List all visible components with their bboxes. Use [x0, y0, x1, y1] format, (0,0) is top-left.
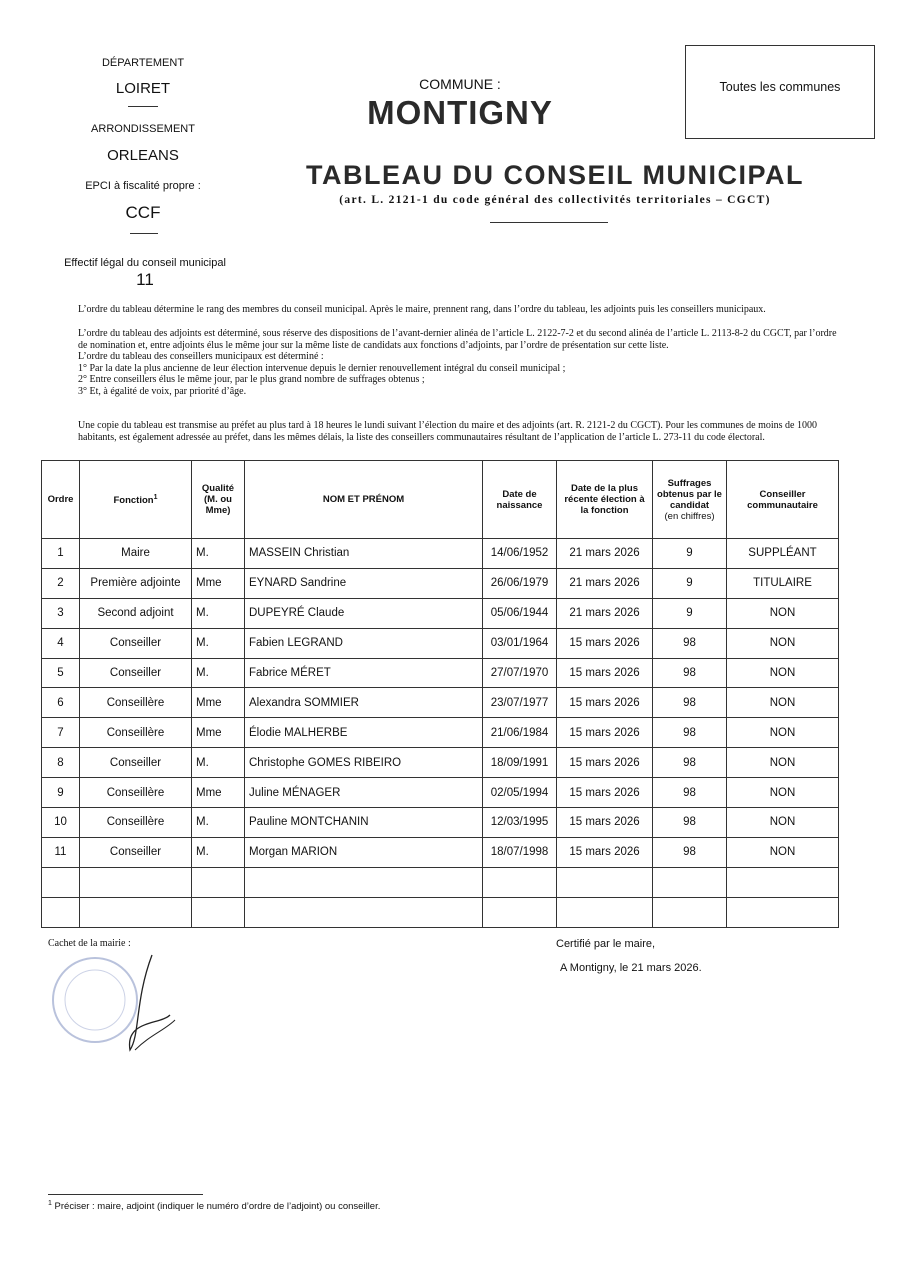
effectif-label: Effectif légal du conseil municipal	[64, 257, 226, 269]
cell-ordre	[42, 897, 80, 927]
scope-box	[685, 45, 875, 139]
cell-communautaire	[727, 867, 839, 897]
cell-qualite: M.	[192, 539, 245, 569]
cell-fonction: Conseiller	[80, 837, 192, 867]
cell-communautaire: NON	[727, 658, 839, 688]
table-row	[42, 837, 839, 867]
cell-communautaire: NON	[727, 778, 839, 808]
cell-communautaire: NON	[727, 808, 839, 838]
header-qualite: Qualité (M. ou Mme)	[192, 461, 245, 539]
cell-naissance: 12/03/1995	[483, 808, 557, 838]
table-row	[42, 688, 839, 718]
cell-suffrages: 98	[653, 718, 727, 748]
table-row	[42, 867, 839, 897]
cell-suffrages: 98	[653, 748, 727, 778]
cell-election: 15 mars 2026	[557, 837, 653, 867]
cell-naissance: 21/06/1984	[483, 718, 557, 748]
cell-fonction: Conseillère	[80, 688, 192, 718]
cell-communautaire: NON	[727, 718, 839, 748]
cell-election: 15 mars 2026	[557, 778, 653, 808]
cell-qualite	[192, 867, 245, 897]
cell-nom: Juline MÉNAGER	[245, 778, 483, 808]
header-nom: NOM ET PRÉNOM	[245, 461, 483, 539]
cell-qualite: M.	[192, 748, 245, 778]
footnote-divider	[48, 1194, 203, 1195]
cell-qualite: M.	[192, 658, 245, 688]
stamp-circle	[53, 958, 137, 1042]
cell-naissance: 26/06/1979	[483, 568, 557, 598]
departement-label: DÉPARTEMENT	[101, 57, 185, 69]
cell-ordre: 2	[42, 568, 80, 598]
paragraph-transmission: Une copie du tableau est transmise au préfet au plus tard à 18 heures le lundi suivant l’élection du maire et des adjoints (art. R. 2121-2 du CGCT). Pour les communes de moins de 1000 habitants, est également adressée au préfet, dans les mêmes délais, la liste des conseillers communautaires résultant de l’application de l’article L. 273-11 du code électoral.	[78, 420, 817, 443]
cell-suffrages: 98	[653, 658, 727, 688]
cell-nom: Élodie MALHERBE	[245, 718, 483, 748]
table-row	[42, 658, 839, 688]
cell-naissance: 14/06/1952	[483, 539, 557, 569]
cell-suffrages: 98	[653, 778, 727, 808]
cachet-label: Cachet de la mairie :	[48, 938, 131, 949]
cell-ordre: 6	[42, 688, 80, 718]
cell-nom	[245, 867, 483, 897]
cell-communautaire: SUPPLÉANT	[727, 539, 839, 569]
cell-fonction: Première adjointe	[80, 568, 192, 598]
arrondissement-value: ORLEANS	[107, 147, 179, 164]
cell-naissance: 18/07/1998	[483, 837, 557, 867]
header-election: Date de la plus récente élection à la fonction	[557, 461, 653, 539]
cell-election: 15 mars 2026	[557, 688, 653, 718]
cell-nom: EYNARD Sandrine	[245, 568, 483, 598]
cell-ordre: 7	[42, 718, 80, 748]
cell-communautaire: NON	[727, 748, 839, 778]
header-suffrages: Suffrages obtenus par le candidat (en chiffres)	[653, 461, 727, 539]
cell-suffrages: 98	[653, 628, 727, 658]
cell-election: 21 mars 2026	[557, 568, 653, 598]
table-row	[42, 539, 839, 569]
cell-fonction: Conseillère	[80, 808, 192, 838]
mairie-stamp-signature	[40, 940, 200, 1060]
cell-suffrages: 9	[653, 598, 727, 628]
cell-ordre: 9	[42, 778, 80, 808]
cell-naissance: 02/05/1994	[483, 778, 557, 808]
table-row	[42, 897, 839, 927]
council-table	[41, 460, 839, 928]
cell-ordre	[42, 867, 80, 897]
cell-suffrages: 98	[653, 688, 727, 718]
cell-ordre: 8	[42, 748, 80, 778]
page-subtitle: (art. L. 2121-1 du code général des collectivités territoriales – CGCT)	[339, 194, 771, 206]
divider	[128, 106, 158, 107]
cell-election: 15 mars 2026	[557, 808, 653, 838]
footnote: $^1$ Préciser : maire, adjoint (indiquer le numéro d’ordre de l’adjoint) ou conseiller.	[48, 1200, 381, 1213]
header-communautaire: Conseiller communautaire	[727, 461, 839, 539]
cell-nom: Pauline MONTCHANIN	[245, 808, 483, 838]
cell-nom: Fabien LEGRAND	[245, 628, 483, 658]
arrondissement-label: ARRONDISSEMENT	[91, 123, 195, 135]
cell-suffrages	[653, 897, 727, 927]
cell-election: 21 mars 2026	[557, 539, 653, 569]
divider	[490, 222, 608, 223]
cell-naissance	[483, 867, 557, 897]
cell-fonction: Conseiller	[80, 628, 192, 658]
cell-communautaire: NON	[727, 837, 839, 867]
cell-fonction: Second adjoint	[80, 598, 192, 628]
cell-ordre: 3	[42, 598, 80, 628]
cell-communautaire: NON	[727, 688, 839, 718]
effectif-value: 11	[136, 270, 154, 289]
signature-stroke	[135, 1020, 175, 1050]
table-row	[42, 808, 839, 838]
paragraph-rang: L’ordre du tableau détermine le rang des membres du conseil municipal. Après le maire, prennent rang, dans l’ordre du tableau, les adjoints puis les conseillers municipaux.	[78, 304, 766, 315]
cell-suffrages: 98	[653, 837, 727, 867]
cell-communautaire: NON	[727, 628, 839, 658]
cell-ordre: 1	[42, 539, 80, 569]
epci-value: CCF	[125, 203, 161, 222]
cell-qualite: Mme	[192, 778, 245, 808]
cell-election: 15 mars 2026	[557, 658, 653, 688]
cell-nom: Fabrice MÉRET	[245, 658, 483, 688]
cell-ordre: 5	[42, 658, 80, 688]
commune-label: COMMUNE :	[419, 76, 501, 92]
cell-election: 15 mars 2026	[557, 748, 653, 778]
cell-election	[557, 867, 653, 897]
table-row	[42, 598, 839, 628]
signature-stroke	[130, 955, 170, 1050]
stamp-inner-circle	[65, 970, 125, 1030]
cell-communautaire: NON	[727, 598, 839, 628]
cell-election	[557, 897, 653, 927]
cell-suffrages: 9	[653, 539, 727, 569]
header-ordre: Ordre	[42, 461, 80, 539]
certifie-text: Certifié par le maire,	[556, 938, 656, 950]
cell-suffrages	[653, 867, 727, 897]
cell-communautaire	[727, 897, 839, 927]
commune-name: MONTIGNY	[367, 94, 553, 131]
cell-qualite: M.	[192, 598, 245, 628]
cell-nom	[245, 897, 483, 927]
cell-qualite	[192, 897, 245, 927]
cell-nom: Christophe GOMES RIBEIRO	[245, 748, 483, 778]
cell-fonction: Conseillère	[80, 778, 192, 808]
table-row	[42, 718, 839, 748]
cell-nom: DUPEYRÉ Claude	[245, 598, 483, 628]
cell-naissance: 05/06/1944	[483, 598, 557, 628]
table-row	[42, 748, 839, 778]
cell-qualite: Mme	[192, 688, 245, 718]
cell-fonction: Conseiller	[80, 658, 192, 688]
cell-naissance: 27/07/1970	[483, 658, 557, 688]
table-row	[42, 568, 839, 598]
cell-qualite: M.	[192, 837, 245, 867]
cell-qualite: Mme	[192, 718, 245, 748]
epci-label: EPCI à fiscalité propre :	[85, 180, 201, 192]
cell-suffrages: 9	[653, 568, 727, 598]
cell-fonction: Conseillère	[80, 718, 192, 748]
cell-ordre: 10	[42, 808, 80, 838]
cell-election: 21 mars 2026	[557, 598, 653, 628]
cell-qualite: M.	[192, 808, 245, 838]
header-fonction: Fonction$^1$	[80, 461, 192, 539]
cell-naissance: 18/09/1991	[483, 748, 557, 778]
divider	[130, 233, 158, 234]
table-header-row	[42, 461, 839, 539]
cell-qualite: M.	[192, 628, 245, 658]
scope-text: Toutes les communes	[719, 80, 841, 94]
page-title: TABLEAU DU CONSEIL MUNICIPAL	[306, 160, 804, 190]
cell-fonction: Conseiller	[80, 748, 192, 778]
cell-naissance: 03/01/1964	[483, 628, 557, 658]
cell-fonction	[80, 897, 192, 927]
table-row	[42, 628, 839, 658]
lieu-date-text: A Montigny, le 21 mars 2026.	[560, 962, 702, 974]
cell-nom: MASSEIN Christian	[245, 539, 483, 569]
header-naissance: Date de naissance	[483, 461, 557, 539]
paragraph-adjoints: L’ordre du tableau des adjoints est déterminé, sous réserve des dispositions de l’avant-dernier alinéa de l’article L. 2122-7-2 et du second alinéa de l’article L. 2113-8-2 du CGCT, par l’ordre de nomination et, entre adjoints élus le même jour sur la même liste de candidats aux fonctions d’adjoints, par l’ordre de présentation sur cette liste. L’ordre du tableau des conseillers municipaux est déterminé : 1° Par la date la plus ancienne de leur élection intervenue depuis le dernier renouvellement intégral du conseil municipal ; 2° Entre conseillers élus le même jour, par le plus grand nombre de suffrages obtenus ; 3° Et, à égalité de voix, par priorité d’âge.	[78, 328, 837, 397]
cell-ordre: 4	[42, 628, 80, 658]
cell-fonction: Maire	[80, 539, 192, 569]
cell-fonction	[80, 867, 192, 897]
cell-communautaire: TITULAIRE	[727, 568, 839, 598]
cell-nom: Morgan MARION	[245, 837, 483, 867]
departement-value: LOIRET	[115, 80, 171, 97]
cell-suffrages: 98	[653, 808, 727, 838]
table-row	[42, 778, 839, 808]
cell-naissance	[483, 897, 557, 927]
cell-ordre: 11	[42, 837, 80, 867]
cell-naissance: 23/07/1977	[483, 688, 557, 718]
cell-election: 15 mars 2026	[557, 628, 653, 658]
cell-nom: Alexandra SOMMIER	[245, 688, 483, 718]
cell-election: 15 mars 2026	[557, 718, 653, 748]
cell-qualite: Mme	[192, 568, 245, 598]
